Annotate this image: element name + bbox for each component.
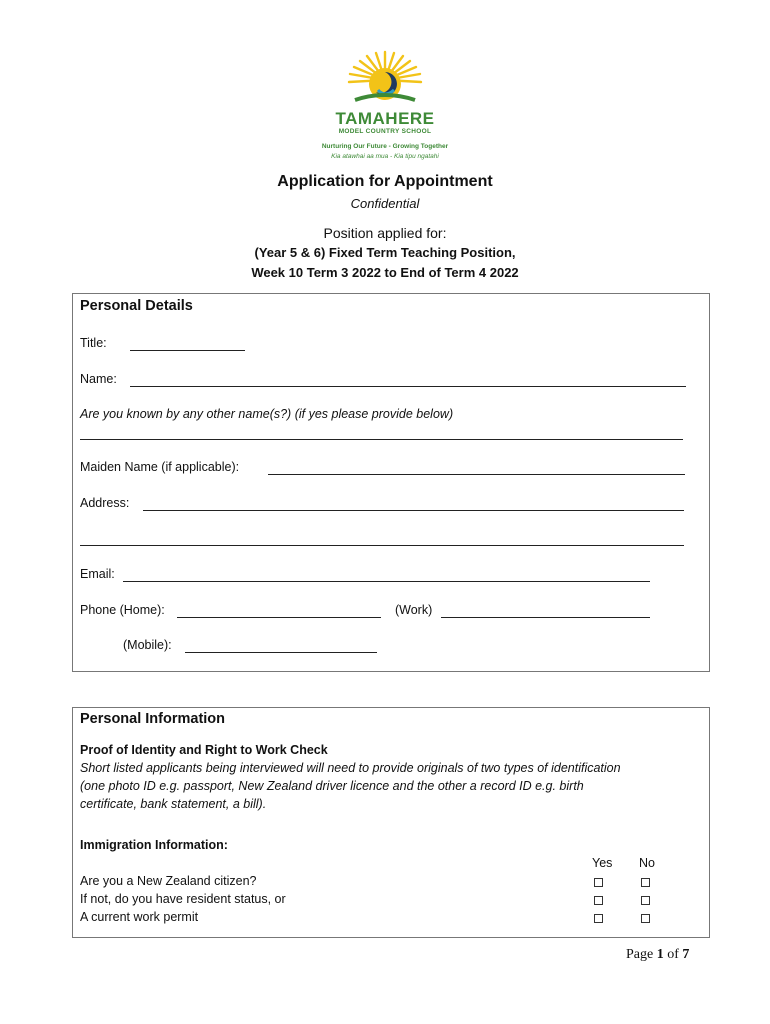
position-title-line1: (Year 5 & 6) Fixed Term Teaching Position, <box>254 245 516 260</box>
phone-work-label: (Work) <box>395 603 433 617</box>
page-prefix: Page <box>626 947 654 962</box>
address-field-line2[interactable] <box>80 545 684 546</box>
nz-citizen-yes-checkbox[interactable] <box>594 878 603 887</box>
confidential-label: Confidential <box>350 196 420 211</box>
other-names-field[interactable] <box>80 439 683 440</box>
work-permit-yes-checkbox[interactable] <box>594 914 603 923</box>
document-title: Application for Appointment <box>277 173 493 190</box>
sun-logo-icon <box>310 50 460 110</box>
name-field[interactable] <box>130 386 686 387</box>
other-names-label: Are you known by any other name(s?) (if yes please provide below) <box>80 407 454 421</box>
phone-home-label: Phone (Home): <box>80 603 165 617</box>
personal-information-section <box>72 707 710 938</box>
email-field[interactable] <box>123 581 650 582</box>
maiden-name-label: Maiden Name (if applicable): <box>80 460 240 474</box>
section-heading: Personal Details <box>80 298 193 314</box>
school-motto: Nurturing Our Future - Growing Together <box>321 143 449 150</box>
page-total: 7 <box>682 947 690 962</box>
phone-work-field[interactable] <box>441 617 650 618</box>
maiden-name-field[interactable] <box>268 474 685 475</box>
work-permit-no-checkbox[interactable] <box>641 914 650 923</box>
personal-details-section <box>72 293 710 672</box>
page-current: 1 <box>656 947 664 962</box>
phone-home-field[interactable] <box>177 617 381 618</box>
proof-text-line2: (one photo ID e.g. passport, New Zealand driver licence and the other a record ID e.g. birth <box>80 779 584 793</box>
school-logo <box>310 50 460 170</box>
position-applied-label: Position applied for: <box>323 225 447 241</box>
email-label: Email: <box>80 567 115 581</box>
name-label: Name: <box>80 372 117 386</box>
proof-heading: Proof of Identity and Right to Work Check <box>80 743 328 757</box>
no-column-header: No <box>639 856 655 870</box>
question-work-permit: A current work permit <box>80 910 199 924</box>
proof-text-line3: certificate, bank statement, a bill). <box>80 797 267 811</box>
proof-text-line1: Short listed applicants being interviewed will need to provide originals of two types of identification <box>80 761 621 775</box>
yes-column-header: Yes <box>592 856 613 870</box>
resident-status-yes-checkbox[interactable] <box>594 896 603 905</box>
page-number <box>626 947 689 963</box>
question-resident-status: If not, do you have resident status, or <box>80 892 286 906</box>
resident-status-no-checkbox[interactable] <box>641 896 650 905</box>
address-label: Address: <box>80 496 130 510</box>
position-title-line2: Week 10 Term 3 2022 to End of Term 4 2022 <box>251 265 519 280</box>
phone-mobile-label: (Mobile): <box>123 638 172 652</box>
page-of: of <box>667 947 679 962</box>
school-subtitle: MODEL COUNTRY SCHOOL <box>338 128 432 135</box>
title-label: Title: <box>80 336 107 350</box>
question-nz-citizen: Are you a New Zealand citizen? <box>80 874 257 888</box>
section-heading: Personal Information <box>80 711 226 727</box>
phone-mobile-field[interactable] <box>185 652 377 653</box>
nz-citizen-no-checkbox[interactable] <box>641 878 650 887</box>
school-motto-maori: Kia atawhai aa mua - Kia tipu ngatahi <box>331 153 439 160</box>
title-field[interactable] <box>130 350 245 351</box>
school-name: TAMAHERE <box>335 109 435 128</box>
address-field-line1[interactable] <box>143 510 684 511</box>
immigration-heading: Immigration Information: <box>80 838 228 852</box>
